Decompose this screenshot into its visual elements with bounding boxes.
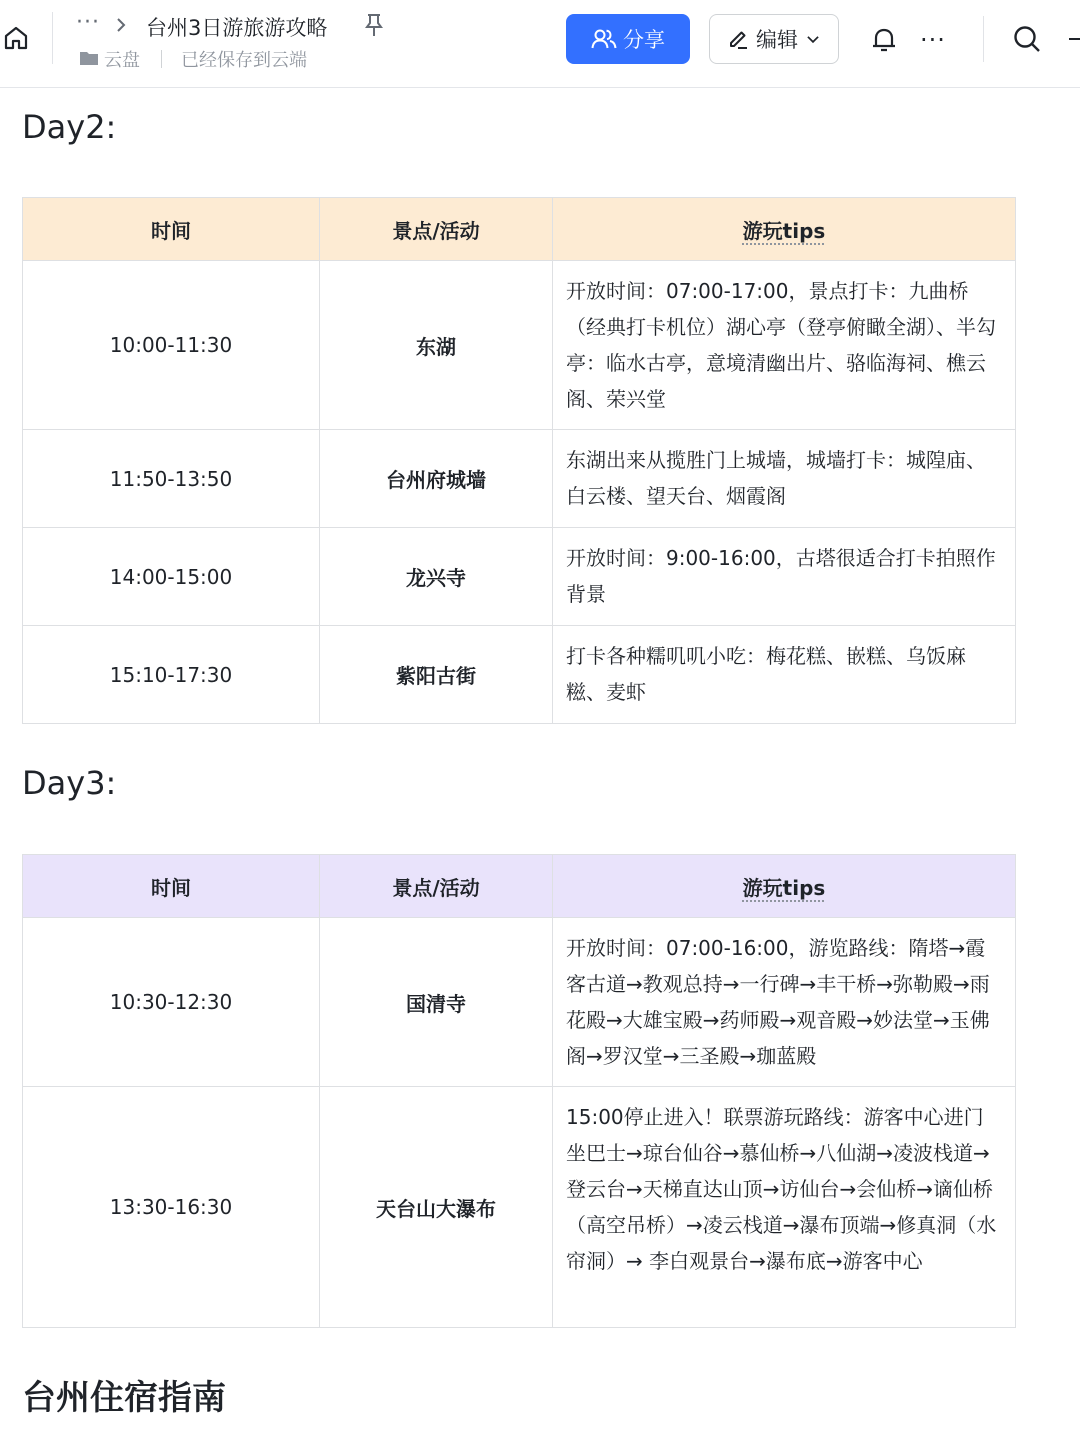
- day2-itinerary-table: [22, 197, 1016, 724]
- tip-cell[interactable]: 东湖出来从揽胜门上城墙，城墙打卡：城隍庙、白云楼、望天台、烟霞阁: [553, 430, 1016, 528]
- day3-heading: Day3:: [22, 764, 117, 802]
- chevron-right-icon: [114, 14, 128, 36]
- spot-cell[interactable]: 紫阳古街: [320, 626, 553, 724]
- breadcrumb-more-button[interactable]: ···: [76, 10, 100, 35]
- spot-cell[interactable]: 台州府城墙: [320, 430, 553, 528]
- tip-cell[interactable]: 打卡各种糯叽叽小吃：梅花糕、嵌糕、乌饭麻糍、麦虾: [553, 626, 1016, 724]
- table-row: [23, 626, 1016, 724]
- time-cell[interactable]: 11:50-13:50: [23, 430, 320, 528]
- time-cell[interactable]: 13:30-16:30: [23, 1087, 320, 1328]
- column-header-tips: [553, 855, 1016, 918]
- pin-icon[interactable]: [362, 12, 386, 38]
- time-cell[interactable]: 14:00-15:00: [23, 528, 320, 626]
- table-header-row: [23, 198, 1016, 261]
- table-row: [23, 261, 1016, 430]
- day2-heading: Day2:: [22, 108, 117, 146]
- column-header-time: 时间: [23, 198, 320, 261]
- share-button[interactable]: [566, 14, 690, 64]
- table-row: [23, 918, 1016, 1087]
- time-cell[interactable]: 10:30-12:30: [23, 918, 320, 1087]
- folder-icon: [79, 49, 99, 67]
- column-header-tips-label: 游玩tips: [742, 875, 826, 900]
- column-header-tips: [553, 198, 1016, 261]
- table-header-row: [23, 855, 1016, 918]
- share-button-label: 分享: [623, 28, 665, 52]
- pencil-icon: [727, 28, 749, 50]
- edit-button-label: 编辑: [756, 28, 798, 52]
- time-cell[interactable]: 15:10-17:30: [23, 626, 320, 724]
- bell-icon[interactable]: [870, 25, 898, 55]
- tip-cell[interactable]: 15:00停止进入！联票游玩路线：游客中心进门坐巴士→琼台仙谷→慕仙桥→八仙湖→凌波栈道→登云台→天梯直达山顶→访仙台→会仙桥→谪仙桥（高空吊桥）→凌云栈道→瀑布顶端→修真洞（水帘洞）→ 李白观景台→瀑布底→游客中心: [553, 1087, 1016, 1328]
- column-header-tips-label: 游玩tips: [742, 218, 826, 243]
- tip-cell[interactable]: 开放时间：07:00-16:00，游览路线：隋塔→霞客古道→教观总持→一行碑→丰干桥→弥勒殿→雨花殿→大雄宝殿→药师殿→观音殿→妙法堂→玉佛阁→罗汉堂→三圣殿→珈蓝殿: [553, 918, 1016, 1087]
- table-row: [23, 430, 1016, 528]
- spot-cell[interactable]: 东湖: [320, 261, 553, 430]
- users-icon: [591, 27, 617, 51]
- edit-mode-dropdown[interactable]: [709, 14, 839, 64]
- subtitle-divider: [161, 50, 162, 68]
- column-header-spot: 景点/活动: [320, 855, 553, 918]
- day3-itinerary-table: [22, 854, 1016, 1328]
- document-toolbar: [0, 0, 1080, 88]
- home-icon[interactable]: [2, 24, 30, 52]
- toolbar-divider: [52, 12, 53, 64]
- search-icon[interactable]: [1012, 24, 1042, 54]
- table-row: [23, 1087, 1016, 1328]
- document-title[interactable]: 台州3日游旅游攻略: [146, 16, 328, 40]
- toolbar-divider: [983, 16, 984, 62]
- column-header-time: 时间: [23, 855, 320, 918]
- chevron-down-icon: [805, 31, 821, 47]
- spot-cell[interactable]: 龙兴寺: [320, 528, 553, 626]
- tip-cell[interactable]: 开放时间：9:00-16:00，古塔很适合打卡拍照作背景: [553, 528, 1016, 626]
- minus-icon[interactable]: [1069, 38, 1080, 40]
- spot-cell[interactable]: 天台山大瀑布: [320, 1087, 553, 1328]
- time-cell[interactable]: 10:00-11:30: [23, 261, 320, 430]
- table-row: [23, 528, 1016, 626]
- save-status: 已经保存到云端: [181, 50, 307, 71]
- spot-cell[interactable]: 国清寺: [320, 918, 553, 1087]
- folder-label[interactable]: 云盘: [104, 50, 140, 71]
- more-options-button[interactable]: ···: [920, 26, 946, 54]
- lodging-heading: 台州住宿指南: [22, 1378, 226, 1418]
- column-header-spot: 景点/活动: [320, 198, 553, 261]
- tip-cell[interactable]: 开放时间：07:00-17:00，景点打卡：九曲桥（经典打卡机位）湖心亭（登亭俯瞰全湖）、半勾亭：临水古亭，意境清幽出片、骆临海祠、樵云阁、荣兴堂: [553, 261, 1016, 430]
